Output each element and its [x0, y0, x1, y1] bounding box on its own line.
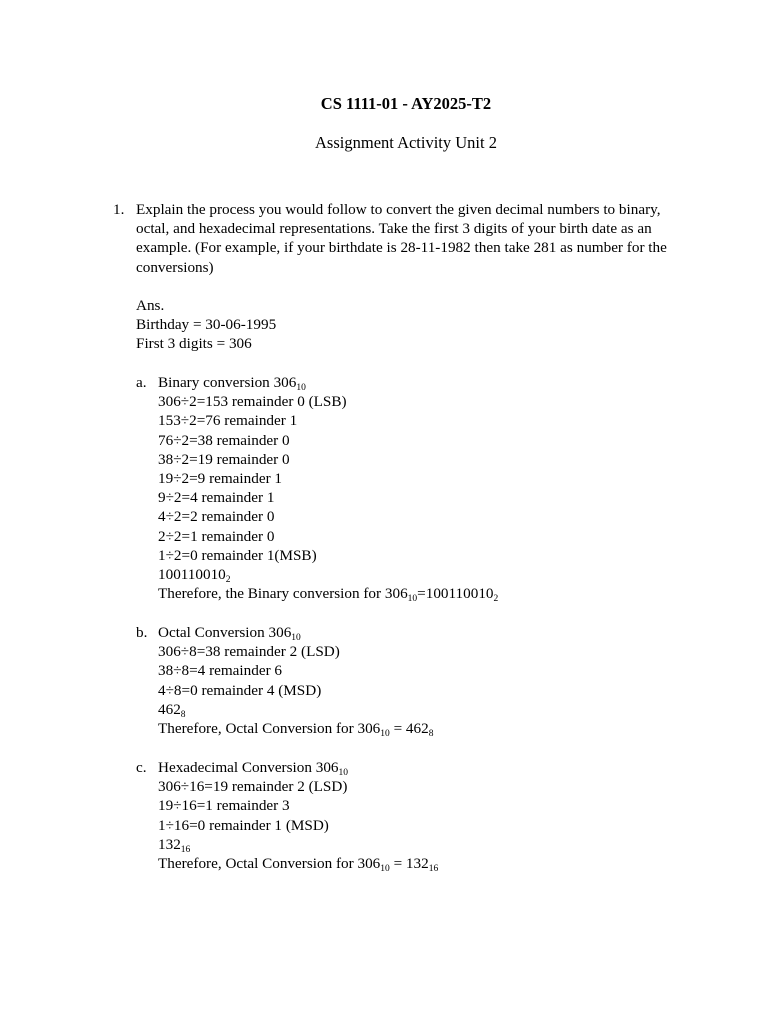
- section-letter-hex: c.: [136, 759, 147, 776]
- binary-section: [158, 373, 498, 603]
- hex-result: $132_{16}$: [158, 835, 191, 855]
- binary-result: $100110010_2$: [158, 566, 231, 586]
- question-text: Explain the process you would follow to convert the given decimal numbers to binary, octal, and hexadecimal representations. Take the first 3 digits of your birth date as an example. (For example, if your birthdate is 28-11-1982 then take 281 as number for the conversions): [136, 201, 667, 276]
- octal-step: 4÷8=0 remainder 4 (MSD): [158, 681, 322, 699]
- hex-step: 1÷16=0 remainder 1 (MSD): [158, 816, 329, 834]
- answer-block: [136, 296, 276, 354]
- binary-conclusion: Therefore, the Binary conversion for $306_{10}=100110010_2$: [158, 585, 499, 605]
- binary-step: 153÷2=76 remainder 1: [158, 412, 298, 430]
- binary-step: 2÷2=1 remainder 0: [158, 527, 275, 545]
- binary-step: 76÷2=38 remainder 0: [158, 431, 290, 449]
- section-letter-binary: a.: [136, 374, 147, 391]
- birthday-line: Birthday = 30-06-1995: [136, 316, 277, 334]
- octal-conclusion: Therefore, Octal Conversion for $306_{10} = 462_8$: [158, 720, 434, 740]
- hex-section: [158, 758, 438, 873]
- binary-heading: Binary conversion $306_{10}$: [158, 374, 306, 393]
- binary-step: 4÷2=2 remainder 0: [158, 508, 275, 526]
- octal-heading: Octal Conversion $306_{10}$: [158, 624, 301, 643]
- course-title: CS 1111-01 - AY2025-T2: [320, 94, 492, 113]
- octal-step: 38÷8=4 remainder 6: [158, 662, 283, 680]
- binary-step: 1÷2=0 remainder 1(MSB): [158, 546, 317, 564]
- binary-step: 9÷2=4 remainder 1: [158, 489, 275, 507]
- binary-step: 306÷2=153 remainder 0 (LSB): [158, 393, 347, 411]
- octal-section: [158, 623, 433, 738]
- binary-step: 19÷2=9 remainder 1: [158, 470, 283, 488]
- question-number: 1.: [113, 201, 125, 218]
- binary-step: 38÷2=19 remainder 0: [158, 450, 290, 468]
- section-letter-octal: b.: [136, 624, 148, 641]
- answer-label: Ans.: [136, 297, 165, 314]
- hex-heading: Hexadecimal Conversion $306_{10}$: [158, 759, 349, 778]
- assignment-title: Assignment Activity Unit 2: [315, 133, 497, 152]
- hex-conclusion: Therefore, Octal Conversion for $306_{10} = 132_{16}$: [158, 855, 439, 875]
- octal-result: $462_8$: [158, 700, 186, 720]
- hex-step: 306÷16=19 remainder 2 (LSD): [158, 778, 348, 796]
- octal-step: 306÷8=38 remainder 2 (LSD): [158, 643, 340, 661]
- first-digits-line: First 3 digits = 306: [136, 335, 252, 353]
- hex-step: 19÷16=1 remainder 3: [158, 797, 290, 815]
